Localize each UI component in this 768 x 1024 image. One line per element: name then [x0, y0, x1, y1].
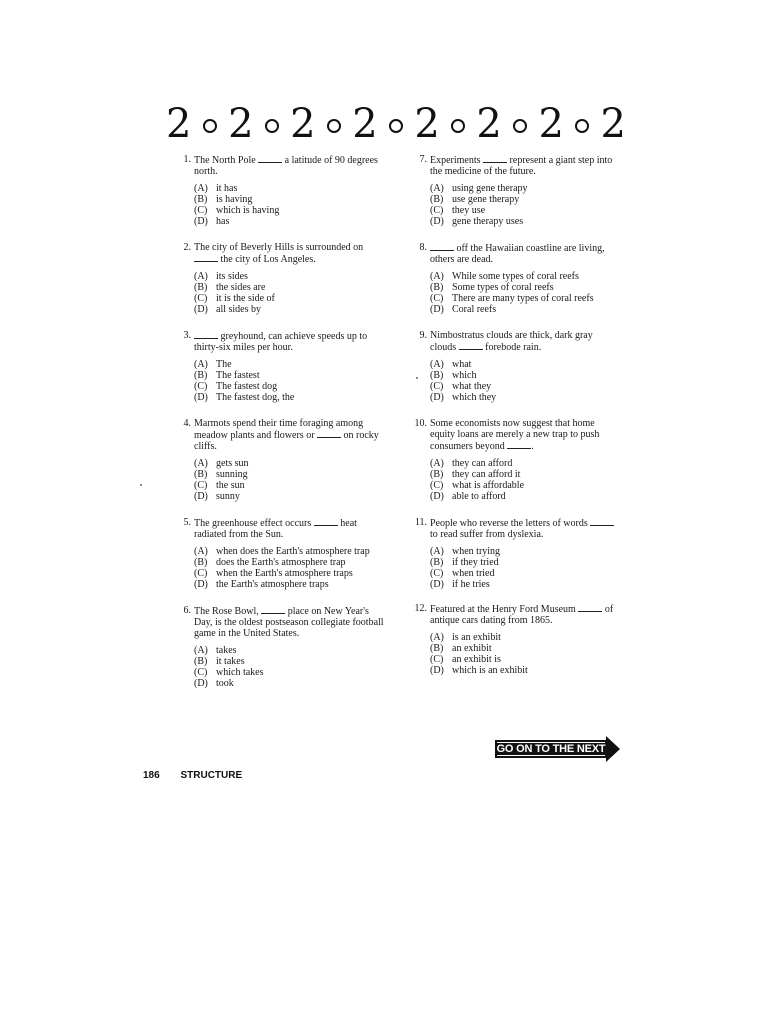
option-letter: (A) — [430, 546, 444, 557]
option-text: the Earth's atmosphere traps — [216, 579, 329, 590]
option-text: which is having — [216, 205, 280, 216]
question-text-segment: heat radiated from the Sun. — [194, 518, 357, 540]
banner-number: 2 — [352, 101, 378, 147]
option-text: they use — [452, 205, 486, 216]
answer-options — [430, 183, 621, 227]
answer-option[interactable] — [430, 665, 621, 676]
banner-number: 2 — [166, 101, 192, 147]
answer-options — [430, 458, 621, 502]
option-text: The — [216, 359, 232, 370]
option-text: does the Earth's atmosphere trap — [216, 557, 346, 568]
option-text: what is affordable — [452, 480, 525, 491]
question-text-segment: Experiments — [430, 155, 484, 166]
answer-options — [194, 183, 385, 227]
option-text: use gene therapy — [452, 194, 520, 205]
option-letter: (D) — [430, 579, 444, 590]
question-number: 10. — [414, 418, 427, 429]
answer-option[interactable] — [194, 183, 385, 194]
banner-number: 2 — [600, 101, 626, 147]
answer-blank — [261, 605, 285, 614]
section-name: STRUCTURE — [180, 770, 243, 781]
answer-option[interactable] — [194, 557, 385, 568]
question-text — [430, 603, 621, 626]
option-text: when trying — [452, 546, 501, 557]
circle-icon — [203, 119, 217, 133]
answer-option[interactable] — [430, 643, 621, 654]
option-letter: (D) — [194, 392, 208, 403]
answer-blank — [590, 517, 614, 526]
option-text: which is an exhibit — [452, 665, 528, 676]
answer-blank — [314, 517, 338, 526]
option-letter: (D) — [430, 665, 444, 676]
option-letter: (A) — [194, 546, 208, 557]
option-letter: (D) — [430, 392, 444, 403]
question-item — [175, 154, 385, 227]
answer-option[interactable] — [430, 480, 621, 491]
option-text: when does the Earth's atmosphere trap — [216, 546, 370, 557]
answer-option[interactable] — [194, 271, 385, 282]
option-text: if they tried — [452, 557, 499, 568]
page-footer — [143, 770, 242, 781]
option-letter: (B) — [430, 194, 444, 205]
answer-blank — [483, 154, 507, 163]
option-letter: (C) — [194, 480, 208, 491]
option-letter: (A) — [430, 271, 444, 282]
answer-option[interactable] — [430, 458, 621, 469]
question-text-segment: greyhound, can achieve speeds up to thirty-six miles per hour. — [194, 331, 368, 353]
option-letter: (B) — [430, 557, 444, 568]
question-number: 5. — [183, 517, 191, 528]
question-text-segment: Featured at the Henry Ford Museum — [430, 604, 579, 615]
question-item — [175, 517, 385, 590]
answer-option[interactable] — [430, 469, 621, 480]
option-letter: (C) — [430, 205, 444, 216]
answer-option[interactable] — [430, 194, 621, 205]
option-letter: (A) — [430, 632, 444, 643]
circle-icon — [513, 119, 527, 133]
option-letter: (D) — [194, 216, 208, 227]
option-text: they can afford — [452, 458, 513, 469]
option-text: The fastest dog, the — [216, 392, 295, 403]
question-text — [194, 330, 385, 353]
question-text — [194, 605, 385, 639]
circle-icon — [575, 119, 589, 133]
option-text: While some types of coral reefs — [452, 271, 579, 282]
question-item — [175, 418, 385, 502]
answer-option[interactable] — [194, 678, 385, 689]
option-letter: (B) — [194, 557, 208, 568]
stray-mark — [140, 484, 142, 486]
option-text: gene therapy uses — [452, 216, 524, 227]
option-letter: (C) — [194, 293, 208, 304]
question-item — [411, 603, 621, 676]
answer-blank — [578, 603, 602, 612]
option-letter: (D) — [430, 304, 444, 315]
question-number: 9. — [419, 330, 427, 341]
question-number: 12. — [414, 603, 427, 614]
option-letter: (D) — [430, 491, 444, 502]
option-letter: (A) — [430, 458, 444, 469]
question-text-segment: Nimbostratus clouds are thick, dark gray clouds — [430, 330, 593, 353]
option-text: an exhibit — [452, 643, 492, 654]
circle-icon — [327, 119, 341, 133]
answer-options — [430, 271, 621, 315]
answer-option[interactable] — [194, 359, 385, 370]
question-item — [411, 154, 621, 227]
option-letter: (D) — [430, 216, 444, 227]
banner-number: 2 — [228, 101, 254, 147]
answer-options — [194, 645, 385, 689]
go-on-next-page-label: GO ON TO THE NEXT PAGE — [495, 740, 607, 758]
option-letter: (A) — [194, 645, 208, 656]
option-text: it is the side of — [216, 293, 275, 304]
option-text: when the Earth's atmosphere traps — [216, 568, 353, 579]
banner-number: 2 — [414, 101, 440, 147]
option-text: the sides are — [216, 282, 266, 293]
answer-option[interactable] — [430, 370, 621, 381]
option-letter: (A) — [194, 183, 208, 194]
question-item — [411, 330, 621, 403]
question-text-segment: represent a giant step into the medicine of the future. — [430, 155, 613, 177]
banner-number: 2 — [476, 101, 502, 147]
answer-option[interactable] — [194, 469, 385, 480]
question-text-segment: on rocky cliffs. — [194, 430, 379, 452]
question-item — [411, 517, 621, 590]
option-letter: (B) — [194, 469, 208, 480]
answer-option[interactable] — [194, 546, 385, 557]
question-text — [194, 154, 385, 177]
answer-option[interactable] — [430, 381, 621, 392]
question-text — [430, 154, 621, 177]
option-text: if he tries — [452, 579, 490, 590]
question-number: 4. — [183, 418, 191, 429]
option-letter: (A) — [194, 271, 208, 282]
option-letter: (A) — [430, 183, 444, 194]
circle-icon — [451, 119, 465, 133]
option-text: took — [216, 678, 234, 689]
answer-option[interactable] — [194, 370, 385, 381]
go-on-next-page-button[interactable] — [495, 736, 621, 773]
question-item — [175, 242, 385, 315]
option-text: Coral reefs — [452, 304, 497, 315]
question-number: 7. — [419, 154, 427, 165]
question-text-segment: a latitude of 90 degrees north. — [194, 155, 378, 177]
answer-option[interactable] — [430, 359, 621, 370]
answer-options — [194, 359, 385, 403]
answer-blank — [258, 154, 282, 163]
question-text-segment: The greenhouse effect occurs — [194, 518, 314, 529]
option-letter: (C) — [194, 205, 208, 216]
option-letter: (B) — [194, 282, 208, 293]
option-text: they can afford it — [452, 469, 521, 480]
option-text: Some types of coral reefs — [452, 282, 554, 293]
option-text: what — [452, 359, 472, 370]
answer-option[interactable] — [194, 656, 385, 667]
answer-option[interactable] — [430, 293, 621, 304]
option-text: There are many types of coral reefs — [452, 293, 594, 304]
option-text: The fastest dog — [216, 381, 278, 392]
answer-blank — [507, 440, 531, 449]
question-number: 8. — [419, 242, 427, 253]
option-text: its sides — [216, 271, 248, 282]
answer-option[interactable] — [194, 458, 385, 469]
question-number: 11. — [414, 517, 427, 528]
option-letter: (C) — [194, 381, 208, 392]
option-text: which — [452, 370, 477, 381]
answer-option[interactable] — [194, 194, 385, 205]
option-text: it takes — [216, 656, 245, 667]
question-number: 2. — [183, 242, 191, 253]
answer-option[interactable] — [430, 216, 621, 227]
answer-option[interactable] — [194, 293, 385, 304]
question-number: 3. — [183, 330, 191, 341]
question-text-segment: to read suffer from dyslexia. — [430, 529, 544, 540]
question-item — [175, 330, 385, 403]
option-text: the sun — [216, 480, 245, 491]
answer-options — [194, 546, 385, 590]
answer-option[interactable] — [194, 579, 385, 590]
answer-option[interactable] — [430, 654, 621, 665]
option-text: using gene therapy — [452, 183, 528, 194]
banner-number: 2 — [290, 101, 316, 147]
question-text — [430, 418, 621, 452]
option-letter: (B) — [194, 194, 208, 205]
answer-option[interactable] — [430, 491, 621, 502]
option-text: which they — [452, 392, 497, 403]
question-text-segment: of antique cars dating from 1865. — [430, 604, 614, 626]
circle-icon — [389, 119, 403, 133]
option-letter: (B) — [430, 643, 444, 654]
option-letter: (A) — [194, 458, 208, 469]
question-item — [175, 605, 385, 689]
answer-blank — [317, 429, 341, 438]
banner-number: 2 — [538, 101, 564, 147]
decorative-rule — [497, 755, 605, 756]
section-banner — [166, 100, 626, 148]
option-text: has — [216, 216, 230, 227]
question-text-segment: forebode rain. — [482, 342, 542, 353]
answer-blank — [459, 341, 483, 350]
answer-option[interactable] — [430, 271, 621, 282]
left-question-column — [175, 154, 385, 704]
answer-option[interactable] — [430, 579, 621, 590]
option-letter: (A) — [430, 359, 444, 370]
option-text: sunning — [216, 469, 248, 480]
answer-options — [194, 271, 385, 315]
answer-option[interactable] — [430, 546, 621, 557]
option-letter: (C) — [430, 480, 444, 491]
page-number: 186 — [143, 770, 160, 781]
option-letter: (B) — [430, 282, 444, 293]
option-letter: (B) — [194, 370, 208, 381]
answer-option[interactable] — [194, 216, 385, 227]
option-text: an exhibit is — [452, 654, 501, 665]
question-text-segment: . — [531, 441, 534, 452]
option-letter: (D) — [194, 491, 208, 502]
question-number: 6. — [183, 605, 191, 616]
question-text-segment: Marmots spend their time foraging among meadow plants and flowers or — [194, 418, 364, 441]
answer-blank — [194, 330, 218, 339]
option-letter: (D) — [194, 304, 208, 315]
question-text-segment: place on New Year's Day, is the oldest postseason collegiate football game in the United States. — [194, 606, 384, 639]
answer-options — [430, 632, 621, 676]
option-letter: (A) — [194, 359, 208, 370]
option-text: it has — [216, 183, 238, 194]
question-text-segment: off the Hawaiian coastline are living, others are dead. — [430, 243, 605, 265]
option-text: what they — [452, 381, 492, 392]
answer-blank — [194, 253, 218, 262]
option-letter: (C) — [430, 293, 444, 304]
option-letter: (D) — [194, 678, 208, 689]
question-text — [194, 418, 385, 452]
question-text — [194, 242, 385, 265]
answer-option[interactable] — [430, 304, 621, 315]
question-text — [194, 517, 385, 540]
answer-option[interactable] — [194, 491, 385, 502]
answer-blank — [430, 242, 454, 251]
question-item — [411, 242, 621, 315]
answer-option[interactable] — [430, 557, 621, 568]
option-letter: (D) — [194, 579, 208, 590]
answer-option[interactable] — [194, 304, 385, 315]
answer-option[interactable] — [430, 568, 621, 579]
answer-option[interactable] — [430, 205, 621, 216]
answer-option[interactable] — [194, 568, 385, 579]
question-text — [430, 242, 621, 265]
right-question-column — [411, 154, 621, 691]
answer-option[interactable] — [194, 282, 385, 293]
option-text: is an exhibit — [452, 632, 501, 643]
answer-option[interactable] — [194, 480, 385, 491]
option-text: The fastest — [216, 370, 260, 381]
question-text-segment: Some economists now suggest that home equity loans are merely a new trap to push consumers beyond — [430, 418, 600, 452]
answer-options — [194, 458, 385, 502]
answer-option[interactable] — [194, 645, 385, 656]
decorative-rule — [497, 742, 605, 743]
option-letter: (B) — [430, 469, 444, 480]
answer-option[interactable] — [430, 282, 621, 293]
option-letter: (C) — [194, 667, 208, 678]
question-text — [430, 330, 621, 353]
question-number: 1. — [183, 154, 191, 165]
question-text-segment: The North Pole — [194, 155, 259, 166]
answer-option[interactable] — [194, 381, 385, 392]
answer-options — [430, 359, 621, 403]
option-text: gets sun — [216, 458, 249, 469]
stray-mark — [416, 377, 418, 379]
circle-icon — [265, 119, 279, 133]
option-letter: (C) — [430, 654, 444, 665]
option-text: sunny — [216, 491, 240, 502]
question-text — [430, 517, 621, 540]
option-text: which takes — [216, 667, 264, 678]
option-letter: (B) — [430, 370, 444, 381]
answer-option[interactable] — [430, 632, 621, 643]
answer-options — [430, 546, 621, 590]
answer-option[interactable] — [430, 183, 621, 194]
option-text: able to afford — [452, 491, 506, 502]
answer-option[interactable] — [194, 392, 385, 403]
option-text: takes — [216, 645, 237, 656]
answer-option[interactable] — [194, 667, 385, 678]
answer-option[interactable] — [194, 205, 385, 216]
arrow-right-icon — [606, 736, 620, 762]
option-text: is having — [216, 194, 253, 205]
question-text-segment: The city of Beverly Hills is surrounded on — [194, 242, 364, 253]
question-text-segment: The Rose Bowl, — [194, 606, 262, 617]
question-text-segment: People who reverse the letters of words — [430, 518, 591, 529]
option-letter: (C) — [430, 568, 444, 579]
option-text: when tried — [452, 568, 495, 579]
option-letter: (C) — [194, 568, 208, 579]
answer-option[interactable] — [430, 392, 621, 403]
option-letter: (C) — [430, 381, 444, 392]
option-text: all sides by — [216, 304, 261, 315]
question-text-segment: the city of Los Angeles. — [218, 254, 316, 265]
option-letter: (B) — [194, 656, 208, 667]
question-item — [411, 418, 621, 502]
